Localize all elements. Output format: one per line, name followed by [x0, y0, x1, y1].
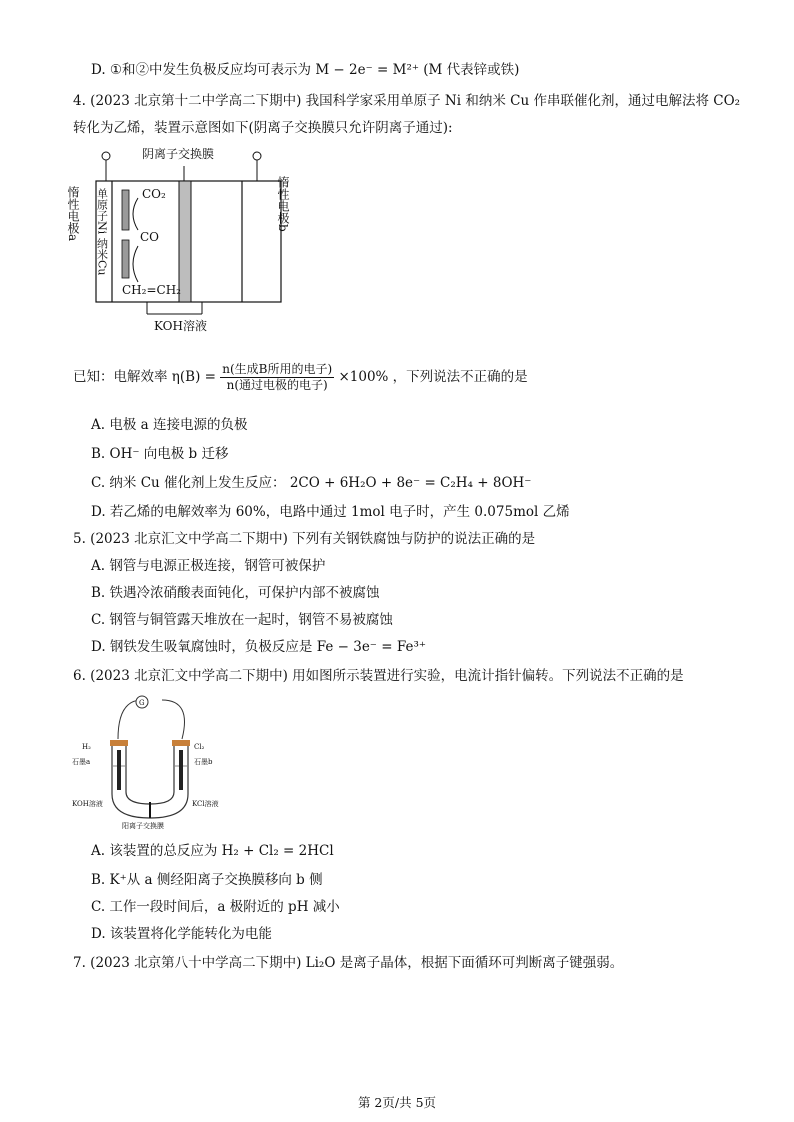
q4-stem-line2: 转化为乙烯，装置示意图如下(阴离子交换膜只允许阴离子通过):: [73, 120, 453, 136]
co-label: CO: [140, 230, 160, 244]
q5-option-b: B. 铁遇冷浓硝酸表面钝化，可保护内部不被腐蚀: [91, 585, 380, 601]
q4-known-prefix: 已知：电解效率 η(B) =: [73, 369, 216, 385]
galvanometer-label: G: [139, 699, 145, 707]
cu-catalyst: [122, 240, 129, 278]
h2-label: H₂: [82, 743, 91, 751]
ni-label: 单原子Ni: [95, 188, 109, 235]
arrow-co-c2h4: [133, 246, 138, 282]
koh-label: KOH溶液: [72, 800, 103, 808]
cu-label: 纳米Cu: [95, 238, 109, 276]
q6-option-b: B. K⁺从 a 侧经阳离子交换膜移向 b 侧: [91, 872, 323, 888]
q5-option-d: D. 钢铁发生吸氧腐蚀时，负极反应是 Fe − 3e⁻ = Fe³⁺: [91, 639, 426, 655]
efficiency-fraction: [220, 362, 334, 393]
q7-stem: 7. (2023 北京第八十中学高二下期中) Li₂O 是离子晶体，根据下面循环可判断离子键强弱。: [73, 955, 624, 971]
electrode-a: [117, 750, 121, 790]
electrode-a-label: 惰性电极a: [66, 186, 80, 242]
electrode-b-label: 惰性电极b: [276, 176, 290, 232]
q4-electrolysis-diagram: [66, 146, 302, 346]
stopper-right: [172, 740, 190, 746]
q6-option-a: A. 该装置的总反应为 H₂ + Cl₂ = 2HCl: [91, 843, 334, 859]
co2-label: CO₂: [142, 187, 166, 201]
electrode-b: [179, 750, 183, 790]
cl2-label: Cl₂: [194, 743, 205, 751]
page-footer: 第 2页/共 5页: [357, 1095, 437, 1110]
q5-option-a: A. 钢管与电源正极连接，钢管可被保护: [91, 558, 326, 574]
wire-right: [162, 700, 185, 739]
fraction-denominator: n(通过电极的电子): [226, 378, 328, 392]
koh-solution-label: KOH溶液: [154, 319, 207, 333]
q4-option-a: A. 电极 a 连接电源的负极: [91, 417, 248, 433]
kcl-label: KCl溶液: [192, 800, 219, 808]
graphite-b-label: 石墨b: [194, 758, 213, 766]
q4-known: [73, 362, 528, 393]
graphite-a-label: 石墨a: [72, 758, 91, 766]
c2h4-label: CH₂=CH₂: [122, 283, 181, 297]
stopper-left: [110, 740, 128, 746]
q4-option-b: B. OH⁻ 向电极 b 迁移: [91, 446, 229, 462]
terminal-a: [102, 152, 110, 160]
q4-known-suffix: ×100% ，下列说法不正确的是: [338, 369, 528, 385]
q5-stem: 5. (2023 北京汇文中学高二下期中) 下列有关钢铁腐蚀与防护的说法正确的是: [73, 531, 536, 547]
q4-option-c: C. 纳米 Cu 催化剂上发生反应： 2CO + 6H₂O + 8e⁻ = C₂H₄ + 8OH⁻: [91, 475, 532, 491]
q4-option-d: D. 若乙烯的电解效率为 60%，电路中通过 1mol 电子时，产生 0.075mol 乙烯: [91, 504, 570, 520]
q5-option-c: C. 钢管与铜管露天堆放在一起时，钢管不易被腐蚀: [91, 612, 393, 628]
q3-option-d: D. ①和②中发生负极反应均可表示为 M − 2e⁻ = M²⁺ (M 代表锌或铁): [91, 62, 520, 78]
membrane-label: 阳离子交换膜: [122, 822, 164, 830]
q6-option-c: C. 工作一段时间后，a 极附近的 pH 减小: [91, 899, 340, 915]
q6-u-tube-diagram: [72, 694, 252, 832]
membrane-label: 阴离子交换膜: [142, 147, 215, 161]
u-tube-inner: [126, 742, 174, 804]
terminal-b: [253, 152, 261, 160]
fraction-numerator: n(生成B所用的电子): [222, 362, 333, 376]
ni-catalyst: [122, 190, 129, 230]
q6-option-d: D. 该装置将化学能转化为电能: [91, 926, 272, 942]
arrow-co2-co: [133, 198, 138, 230]
q4-stem-line1: 4. (2023 北京第十二中学高二下期中) 我国科学家采用单原子 Ni 和纳米 Cu 作串联催化剂，通过电解法将 CO₂: [73, 93, 741, 109]
q6-stem: 6. (2023 北京汇文中学高二下期中) 用如图所示装置进行实验，电流计指针偏转。下列说法不正确的是: [73, 668, 684, 684]
